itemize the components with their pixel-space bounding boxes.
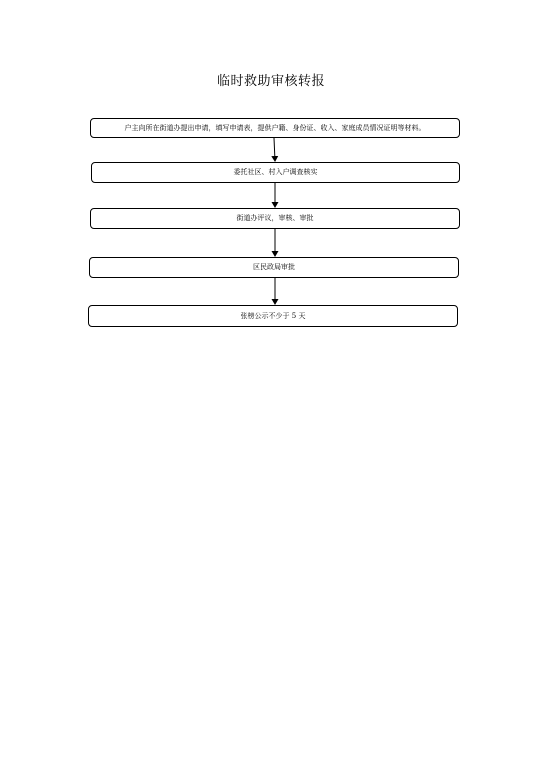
flow-step-district-approval: [89, 257, 459, 278]
flow-step-label: 委托社区、村入户调查核实: [233, 168, 318, 176]
flow-step-review: [90, 208, 460, 229]
flow-step-label: 街道办评议，审核、审批: [236, 214, 314, 222]
page-title: 临时救助审核转报: [216, 74, 325, 89]
flow-step-label: 户主向所在街道办提出申请，填写申请表，提供户籍、身份证、收入、家庭成员情况证明等材料。: [124, 123, 426, 132]
flow-step-investigate: [91, 162, 460, 183]
flow-step-public-notice: [88, 305, 458, 327]
arrow-1-to-2: [274, 138, 275, 161]
flow-step-label: 区民政局审批: [253, 263, 295, 271]
flow-step-label: 张榜公示不少于 5 天: [240, 311, 306, 320]
flow-step-apply: [90, 118, 460, 138]
